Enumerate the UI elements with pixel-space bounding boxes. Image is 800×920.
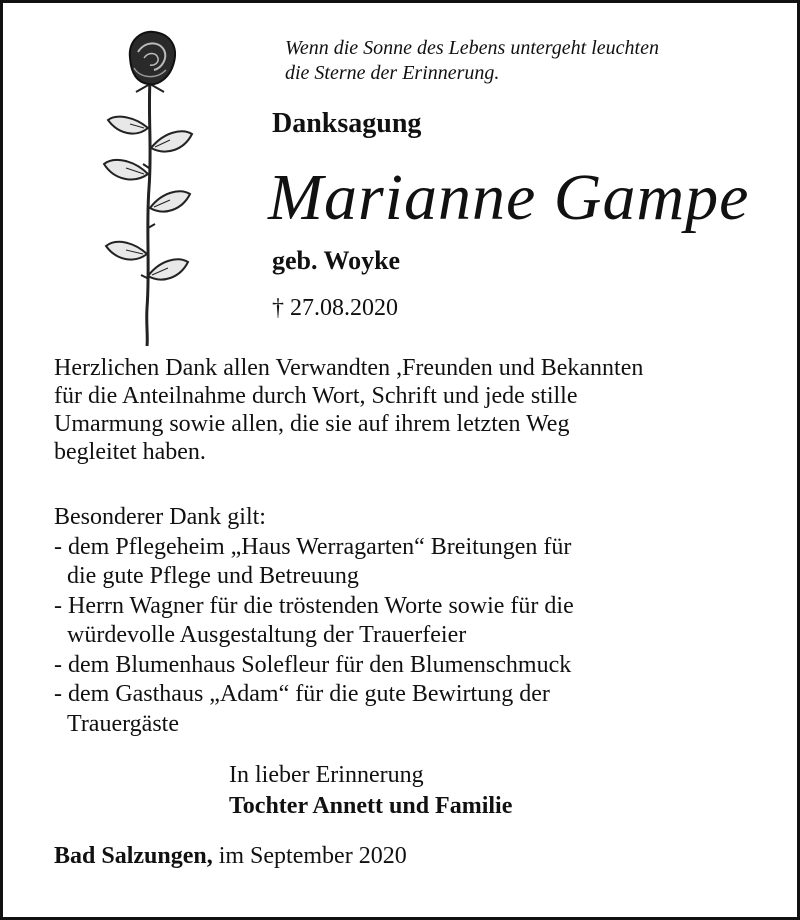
special-thanks-item: - dem Gasthaus „Adam“ für die gute Bewirtung der <box>54 681 550 707</box>
thanks-line: Umarmung sowie allen, die sie auf ihrem letzten Weg <box>54 411 570 437</box>
special-thanks-intro: Besonderer Dank gilt: <box>54 504 266 530</box>
special-thanks-item-continuation: würdevolle Ausgestaltung der Trauerfeier <box>67 622 467 648</box>
thanks-paragraph <box>54 354 774 466</box>
closing-block <box>229 760 512 822</box>
motto-line-1: Wenn die Sonne des Lebens untergeht leuchten <box>285 37 659 59</box>
rose-icon <box>100 28 196 348</box>
motto-line-2: die Sterne der Erinnerung. <box>285 62 500 84</box>
thanks-line: Herzlichen Dank allen Verwandten ,Freunden und Bekannten <box>54 355 644 381</box>
remembrance-text: In lieber Erinnerung <box>229 762 424 788</box>
special-thanks-item: - dem Pflegeheim „Haus Werragarten“ Breitungen für <box>54 533 572 560</box>
motto-quote <box>285 36 765 86</box>
thanks-line: für die Anteilnahme durch Wort, Schrift und jede stille <box>54 383 578 409</box>
notice-date: im September 2020 <box>212 843 407 869</box>
death-date: † 27.08.2020 <box>272 295 398 321</box>
special-thanks-item-continuation: Trauergäste <box>67 710 179 737</box>
deceased-name: Marianne Gampe <box>268 161 750 234</box>
heading-danksagung: Danksagung <box>272 108 422 139</box>
special-thanks-item-continuation: die gute Pflege und Betreuung <box>67 563 359 589</box>
place-name: Bad Salzungen, <box>54 843 213 869</box>
birth-name: geb. Woyke <box>272 246 401 275</box>
signature: Tochter Annett und Familie <box>229 793 513 819</box>
special-thanks-item: - Herrn Wagner für die tröstenden Worte sowie für die <box>54 592 574 619</box>
special-thanks-item: - dem Blumenhaus Solefleur für den Blumenschmuck <box>54 651 572 678</box>
special-thanks <box>54 503 774 739</box>
place-date-line <box>54 843 407 870</box>
thanks-line: begleitet haben. <box>54 439 206 465</box>
